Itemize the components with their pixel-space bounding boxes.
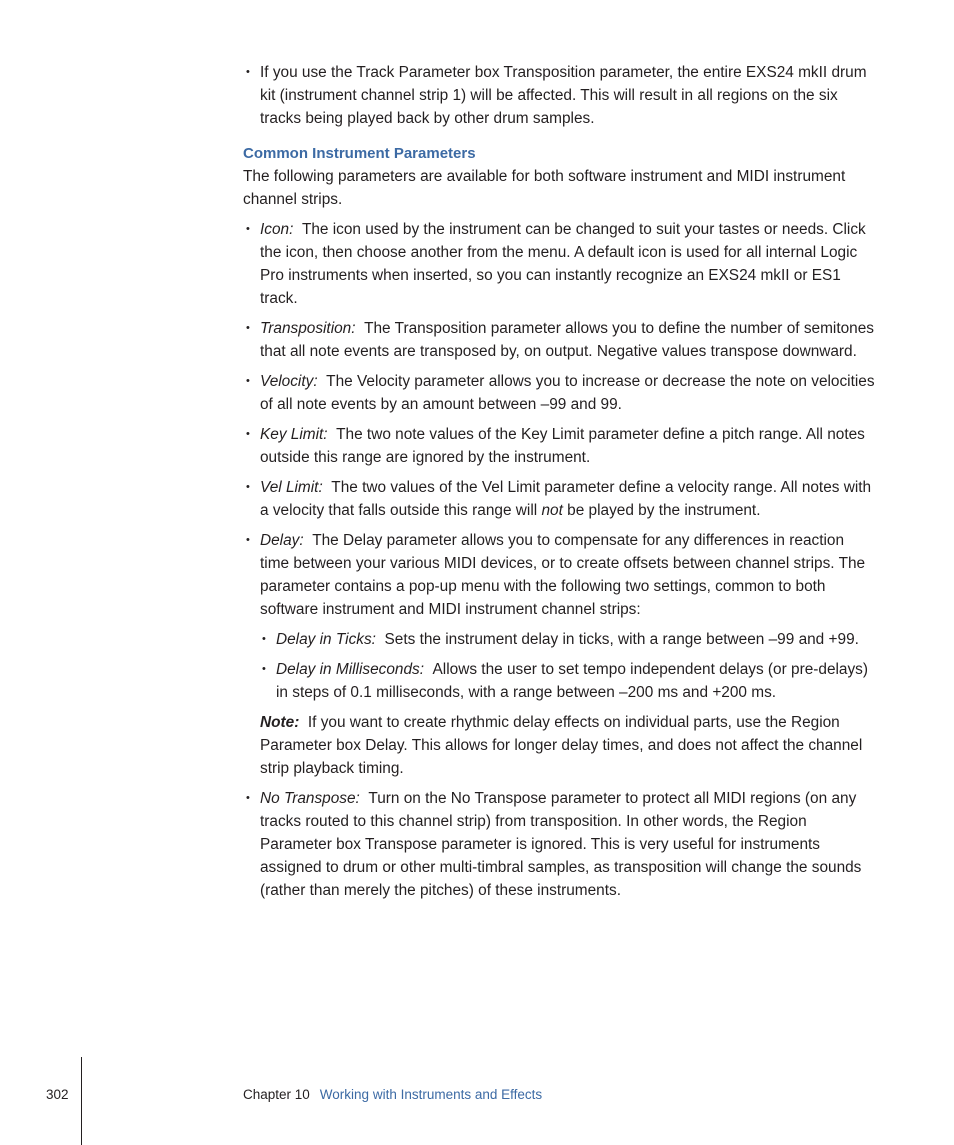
param-icon xyxy=(243,218,875,310)
footer-divider xyxy=(81,1057,82,1145)
param-term: Delay in Ticks: xyxy=(276,631,376,648)
param-velocity xyxy=(243,370,875,416)
param-no-transpose xyxy=(243,787,875,902)
param-term: No Transpose: xyxy=(260,790,360,807)
param-delay-ticks xyxy=(259,628,875,651)
param-transposition xyxy=(243,317,875,363)
param-text-after: be played by the instrument. xyxy=(562,502,761,519)
note-text: If you want to create rhythmic delay effects on individual parts, use the Region Parameter box Delay. This allows for longer delay times, and does not affect the channel strip playback timing. xyxy=(260,714,863,777)
param-term: Delay in Milliseconds: xyxy=(276,661,424,678)
footer-chapter xyxy=(243,1085,542,1105)
delay-note xyxy=(260,711,875,780)
param-text: The Delay parameter allows you to compensate for any differences in reaction time between your various MIDI devices, or to create offsets between channel strips. The parameter contains a pop-up menu with the following two settings, common to both software instrument and MIDI instrument channel strips: xyxy=(260,532,866,618)
page-content xyxy=(243,61,875,909)
param-text: The two note values of the Key Limit parameter define a pitch range. All notes outside this range are ignored by the instrument. xyxy=(260,426,865,466)
intro-bullet xyxy=(243,61,875,130)
param-term: Transposition: xyxy=(260,320,356,337)
param-delay xyxy=(243,529,875,621)
param-term: Delay: xyxy=(260,532,304,549)
chapter-label: Chapter 10 xyxy=(243,1087,310,1102)
param-text: Turn on the No Transpose parameter to protect all MIDI regions (on any tracks routed to this channel strip) from transposition. In other words, the Region Parameter box Transpose parameter is ignored. This is very useful for instruments assigned to drum or other multi-timbral samples, as transposition will change the sounds (rather than merely the pitches) of these instruments. xyxy=(260,790,862,899)
param-text: Sets the instrument delay in ticks, with a range between –99 and +99. xyxy=(384,631,859,648)
param-text: The icon used by the instrument can be changed to suit your tastes or needs. Click the icon, then choose another from the menu. A default icon is used for all internal Logic Pro instruments when inserted, so you can instantly recognize an EXS24 mkII or ES1 track. xyxy=(260,221,866,307)
param-text-before: The two values of the Vel Limit parameter define a velocity range. All notes with a velocity that falls outside this range will xyxy=(260,479,872,519)
note-label: Note: xyxy=(260,714,300,731)
section-intro: The following parameters are available for both software instrument and MIDI instrument channel strips. xyxy=(243,168,846,208)
param-term: Icon: xyxy=(260,221,294,238)
param-vel-limit xyxy=(243,476,875,522)
chapter-title: Working with Instruments and Effects xyxy=(319,1087,543,1102)
param-text: The Velocity parameter allows you to increase or decrease the note on velocities of all note events by an amount between –99 and 99. xyxy=(260,373,875,413)
param-delay-ms xyxy=(259,658,875,704)
page-number: 302 xyxy=(46,1087,69,1102)
intro-bullet-text: If you use the Track Parameter box Transposition parameter, the entire EXS24 mkII drum kit (instrument channel strip 1) will be affected. This will result in all regions on the six tracks being played back by other drum samples. xyxy=(260,64,867,127)
param-key-limit xyxy=(243,423,875,469)
param-text: Allows the user to set tempo independent delays (or pre-delays) in steps of 0.1 milliseconds, with a range between –200 ms and +200 ms. xyxy=(276,661,868,701)
param-term: Velocity: xyxy=(260,373,318,390)
param-term: Vel Limit: xyxy=(260,479,323,496)
section-heading: Common Instrument Parameters xyxy=(243,145,476,162)
param-text: The Transposition parameter allows you to define the number of semitones that all note events are transposed by, on output. Negative values transpose downward. xyxy=(260,320,874,360)
param-term: Key Limit: xyxy=(260,426,328,443)
param-emphasis: not xyxy=(541,502,563,519)
